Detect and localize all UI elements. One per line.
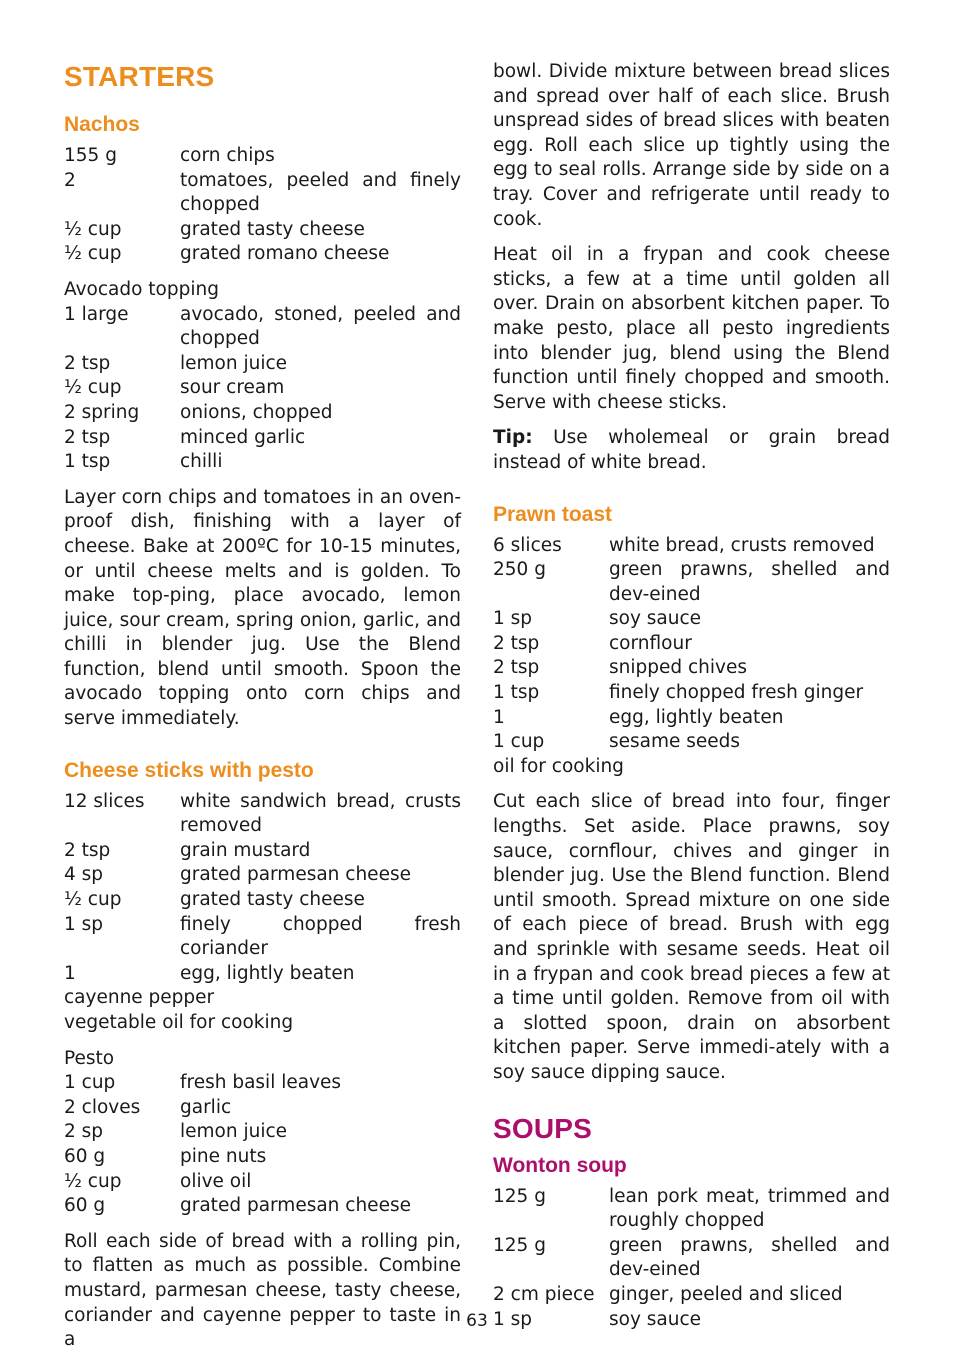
ingredient-row: 125 g lean pork meat, trimmed and roughly chopped xyxy=(493,1185,890,1232)
tip-text: Use wholemeal or grain bread instead of white bread. xyxy=(493,427,890,473)
ingredient-row: 1 cup fresh basil leaves xyxy=(64,1072,342,1094)
recipe-title-wonton-soup: Wonton soup xyxy=(493,1153,627,1177)
ingredient-row: 60 g grated parmesan cheese xyxy=(64,1195,411,1217)
prawn-toast-ingredients xyxy=(493,534,890,780)
page-number: 63 xyxy=(466,1311,488,1331)
ingredient-row: 2 tomatoes, peeled and finely chopped xyxy=(64,169,461,216)
ingredient-row: 1 cup sesame seeds xyxy=(493,731,741,753)
cheese-sticks-method-continued: bowl. Divide mixture between bread slices and spread over half of each slice. Brush unspread sides of bread slices with beaten egg. Roll each slice up tightly using the egg to seal rolls. Arrange side by side on a tray. Cover and refrigerate until ready to cook. xyxy=(493,61,890,230)
ingredient-row: 2 tsp cornflour xyxy=(493,632,692,654)
tip-label: Tip: xyxy=(493,427,533,449)
nachos-ingredients xyxy=(64,144,461,267)
ingredient-row: 12 slices white sandwich bread, crusts removed xyxy=(64,790,461,837)
ingredient-extra: oil for cooking xyxy=(493,755,624,777)
pesto-ingredients xyxy=(64,1071,461,1219)
ingredient-row: 250 g green prawns, shelled and dev-eined xyxy=(493,559,890,605)
ingredient-row: 2 cloves garlic xyxy=(64,1096,232,1118)
recipe-title-cheese-sticks: Cheese sticks with pesto xyxy=(64,758,314,782)
section-title-starters: STARTERS xyxy=(64,61,215,92)
ingredient-row: 2 tsp grain mustard xyxy=(64,839,311,861)
recipe-title-nachos: Nachos xyxy=(64,113,140,136)
ingredient-row: 155 g corn chips xyxy=(64,145,275,166)
ingredient-row: ½ cup sour cream xyxy=(64,377,285,399)
recipe-title-prawn-toast: Prawn toast xyxy=(493,502,613,526)
nachos-method: Layer corn chips and tomatoes in an oven-proof dish, finishing with a layer of cheese. Bake at 200ºC for 10-15 minutes, or until cheese melts and is golden. To make top-ping, place avocado, lemon juice, sour cream, spring onion, garlic, and chilli in blender jug. Use the Blend function, blend until smooth. Spoon the avocado topping onto corn chips and serve immediately. xyxy=(64,486,461,730)
ingredient-row: 1 tsp finely chopped fresh ginger xyxy=(493,682,864,704)
ingredient-row: 1 sp finely chopped fresh coriander xyxy=(64,913,461,960)
avocado-topping-label: Avocado topping xyxy=(64,278,219,300)
ingredient-row: 1 egg, lightly beaten xyxy=(493,706,784,728)
left-column xyxy=(64,58,461,1353)
right-column xyxy=(493,60,890,1332)
ingredient-row: ½ cup grated romano cheese xyxy=(64,243,390,265)
ingredient-row: 6 slices white bread, crusts removed xyxy=(493,534,875,556)
ingredient-row: 2 spring onions, chopped xyxy=(64,401,333,423)
section-title-soups: SOUPS xyxy=(493,1112,593,1144)
ingredient-row: 2 tsp lemon juice xyxy=(64,352,288,374)
ingredient-row: ½ cup olive oil xyxy=(64,1170,252,1192)
ingredient-extra: cayenne pepper xyxy=(64,987,215,1009)
cheese-sticks-ingredients xyxy=(64,790,461,1036)
ingredient-row: 1 tsp chilli xyxy=(64,451,223,473)
ingredient-row: ½ cup grated tasty cheese xyxy=(64,218,365,240)
ingredient-row: 60 g pine nuts xyxy=(64,1145,267,1167)
ingredient-extra: vegetable oil for cooking xyxy=(64,1012,294,1033)
ingredient-row: 1 egg, lightly beaten xyxy=(64,962,355,984)
ingredient-row: 2 tsp snipped chives xyxy=(493,657,748,679)
prawn-toast-method: Cut each slice of bread into four, finger lengths. Set aside. Place prawns, soy sauce, cornflour, chives and ginger in blender jug. Use the Blend function. Blend until smooth. Spread mixture on one side of each piece of bread. Brush with egg and sprinkle with sesame seeds. Heat oil in a frypan and cook bread pieces a few at a time until golden. Remove from oil with a slotted spoon, drain on absorbent kitchen paper. Serve immedi-ately with a soy sauce dipping sauce. xyxy=(493,791,890,1083)
ingredient-row: 2 cm piece ginger, peeled and sliced xyxy=(493,1283,843,1305)
ingredient-row: 1 large avocado, stoned, peeled and chopped xyxy=(64,303,461,350)
cheese-sticks-method-start: Roll each side of bread with a rolling pin, to flatten as much as possible. Combine mustard, parmesan cheese, tasty cheese, coriander and cayenne pepper to taste in a xyxy=(64,1230,461,1351)
ingredient-row: 4 sp grated parmesan cheese xyxy=(64,864,411,886)
pesto-label: Pesto xyxy=(64,1047,115,1069)
ingredient-row: 1 sp soy sauce xyxy=(493,1308,702,1330)
cheese-sticks-method-cooking: Heat oil in a frypan and cook cheese sticks, a few at a time until golden all over. Drain on absorbent kitchen paper. To make pesto, place all pesto ingredients into blender jug, blend using the Blend function until finely chopped and smooth. Serve with cheese sticks. xyxy=(493,244,890,413)
ingredient-row: 1 sp soy sauce xyxy=(493,608,702,630)
ingredient-row: 2 sp lemon juice xyxy=(64,1121,288,1143)
avocado-topping-ingredients xyxy=(64,303,461,475)
ingredient-row: 125 g green prawns, shelled and dev-eined xyxy=(493,1234,890,1281)
ingredient-row: ½ cup grated tasty cheese xyxy=(64,889,365,911)
ingredient-row: 2 tsp minced garlic xyxy=(64,426,306,448)
tip-paragraph xyxy=(493,426,890,475)
